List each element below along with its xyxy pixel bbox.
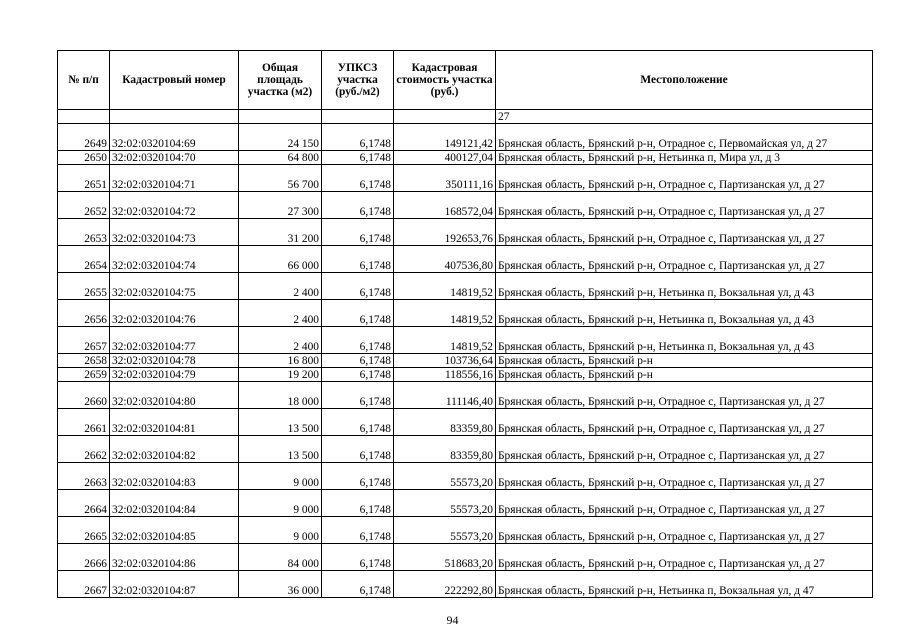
cell-upksz: 6,1748 bbox=[322, 219, 394, 246]
header-cost: Кадастровая стоимость участка (руб.) bbox=[394, 51, 496, 110]
cell-cadastral: 32:02:0320104:71 bbox=[110, 165, 239, 192]
cell-cost: 400127,04 bbox=[394, 151, 496, 165]
cell-num: 2658 bbox=[58, 354, 110, 368]
cell-num: 2666 bbox=[58, 544, 110, 571]
cell-area: 36 000 bbox=[239, 571, 322, 598]
cell-cadastral: 32:02:0320104:81 bbox=[110, 409, 239, 436]
table-row bbox=[58, 571, 873, 598]
cell-num: 2664 bbox=[58, 490, 110, 517]
cell-num: 2661 bbox=[58, 409, 110, 436]
cell-area: 66 000 bbox=[239, 246, 322, 273]
cell-cadastral: 32:02:0320104:83 bbox=[110, 463, 239, 490]
continuation-location: 27 bbox=[496, 110, 873, 124]
cell-area: 16 800 bbox=[239, 354, 322, 368]
cell-upksz: 6,1748 bbox=[322, 436, 394, 463]
cell-location: Брянская область, Брянский р-н, Отрадное с, Первомайская ул, д 27 bbox=[496, 124, 873, 151]
table-row bbox=[58, 354, 873, 368]
cell-area: 19 200 bbox=[239, 368, 322, 382]
cell-upksz: 6,1748 bbox=[322, 409, 394, 436]
cell-num: 2662 bbox=[58, 436, 110, 463]
cell-cost: 55573,20 bbox=[394, 463, 496, 490]
cell-num: 2656 bbox=[58, 300, 110, 327]
cell-area: 2 400 bbox=[239, 327, 322, 354]
cell-location: Брянская область, Брянский р-н, Нетьинка п, Вокзальная ул, д 43 bbox=[496, 300, 873, 327]
table-row bbox=[58, 517, 873, 544]
header-location: Местоположение bbox=[496, 51, 873, 110]
table-row bbox=[58, 246, 873, 273]
cell-area: 27 300 bbox=[239, 192, 322, 219]
cell-location: Брянская область, Брянский р-н, Отрадное с, Партизанская ул, д 27 bbox=[496, 436, 873, 463]
cadastral-table bbox=[57, 50, 873, 598]
cell-upksz: 6,1748 bbox=[322, 165, 394, 192]
cell-upksz: 6,1748 bbox=[322, 517, 394, 544]
cell-location: Брянская область, Брянский р-н, Отрадное с, Партизанская ул, д 27 bbox=[496, 192, 873, 219]
cell-upksz: 6,1748 bbox=[322, 382, 394, 409]
cell-area: 84 000 bbox=[239, 544, 322, 571]
table-row bbox=[58, 490, 873, 517]
table-row bbox=[58, 463, 873, 490]
cell-cost: 192653,76 bbox=[394, 219, 496, 246]
table-row bbox=[58, 300, 873, 327]
cell-upksz: 6,1748 bbox=[322, 368, 394, 382]
cell-cadastral: 32:02:0320104:78 bbox=[110, 354, 239, 368]
cell-area: 9 000 bbox=[239, 463, 322, 490]
cell-upksz: 6,1748 bbox=[322, 151, 394, 165]
cell-location: Брянская область, Брянский р-н, Отрадное с, Партизанская ул, д 27 bbox=[496, 490, 873, 517]
cell-area: 64 800 bbox=[239, 151, 322, 165]
cell-cadastral: 32:02:0320104:80 bbox=[110, 382, 239, 409]
cell-location: Брянская область, Брянский р-н, Нетьинка п, Вокзальная ул, д 43 bbox=[496, 327, 873, 354]
cell-upksz: 6,1748 bbox=[322, 124, 394, 151]
cell-cadastral: 32:02:0320104:76 bbox=[110, 300, 239, 327]
cell-area: 13 500 bbox=[239, 436, 322, 463]
cell-cost: 168572,04 bbox=[394, 192, 496, 219]
cell-location: Брянская область, Брянский р-н, Нетьинка п, Вокзальная ул, д 43 bbox=[496, 273, 873, 300]
cell-cost: 222292,80 bbox=[394, 571, 496, 598]
cell-cost: 518683,20 bbox=[394, 544, 496, 571]
cell-num: 2649 bbox=[58, 124, 110, 151]
table-row bbox=[58, 544, 873, 571]
cell-cadastral: 32:02:0320104:85 bbox=[110, 517, 239, 544]
cell-num: 2653 bbox=[58, 219, 110, 246]
cell-area: 31 200 bbox=[239, 219, 322, 246]
cell-cost: 111146,40 bbox=[394, 382, 496, 409]
cell-upksz: 6,1748 bbox=[322, 544, 394, 571]
table-header bbox=[58, 51, 873, 110]
cell-cost: 55573,20 bbox=[394, 517, 496, 544]
cell-num: 2667 bbox=[58, 571, 110, 598]
cell-area: 18 000 bbox=[239, 382, 322, 409]
cell-cadastral: 32:02:0320104:84 bbox=[110, 490, 239, 517]
cell-area: 9 000 bbox=[239, 490, 322, 517]
cell-location: Брянская область, Брянский р-н, Отрадное с, Партизанская ул, д 27 bbox=[496, 246, 873, 273]
cell-cadastral: 32:02:0320104:72 bbox=[110, 192, 239, 219]
cell-num: 2657 bbox=[58, 327, 110, 354]
cell-location: Брянская область, Брянский р-н, Отрадное с, Партизанская ул, д 27 bbox=[496, 544, 873, 571]
cell-cadastral: 32:02:0320104:87 bbox=[110, 571, 239, 598]
cell-location: Брянская область, Брянский р-н bbox=[496, 368, 873, 382]
cell-area: 9 000 bbox=[239, 517, 322, 544]
cell-cadastral: 32:02:0320104:70 bbox=[110, 151, 239, 165]
cell-area: 24 150 bbox=[239, 124, 322, 151]
cell-location: Брянская область, Брянский р-н, Нетьинка п, Вокзальная ул, д 47 bbox=[496, 571, 873, 598]
continuation-row bbox=[58, 110, 873, 124]
cell-cost: 14819,52 bbox=[394, 273, 496, 300]
table-row bbox=[58, 436, 873, 463]
cell-cost: 350111,16 bbox=[394, 165, 496, 192]
cell-cost: 103736,64 bbox=[394, 354, 496, 368]
cell-cost: 55573,20 bbox=[394, 490, 496, 517]
cell-num: 2659 bbox=[58, 368, 110, 382]
cell-area: 2 400 bbox=[239, 300, 322, 327]
header-upksz: УПКСЗ участка (руб./м2) bbox=[322, 51, 394, 110]
cell-num: 2650 bbox=[58, 151, 110, 165]
cell-cadastral: 32:02:0320104:77 bbox=[110, 327, 239, 354]
cell-num: 2651 bbox=[58, 165, 110, 192]
cell-cadastral: 32:02:0320104:73 bbox=[110, 219, 239, 246]
cell-area: 2 400 bbox=[239, 273, 322, 300]
cell-num: 2660 bbox=[58, 382, 110, 409]
header-area: Общая площадь участка (м2) bbox=[239, 51, 322, 110]
cell-cost: 14819,52 bbox=[394, 300, 496, 327]
cell-area: 13 500 bbox=[239, 409, 322, 436]
cell-location: Брянская область, Брянский р-н, Отрадное с, Партизанская ул, д 27 bbox=[496, 165, 873, 192]
cell-location: Брянская область, Брянский р-н, Отрадное с, Партизанская ул, д 27 bbox=[496, 219, 873, 246]
cell-location: Брянская область, Брянский р-н, Отрадное с, Партизанская ул, д 27 bbox=[496, 382, 873, 409]
cell-area: 56 700 bbox=[239, 165, 322, 192]
page-number: 94 bbox=[446, 613, 459, 627]
cell-num: 2655 bbox=[58, 273, 110, 300]
cell-cost: 118556,16 bbox=[394, 368, 496, 382]
cell-num: 2654 bbox=[58, 246, 110, 273]
cell-upksz: 6,1748 bbox=[322, 327, 394, 354]
cell-cost: 83359,80 bbox=[394, 409, 496, 436]
cell-location: Брянская область, Брянский р-н, Отрадное с, Партизанская ул, д 27 bbox=[496, 463, 873, 490]
cell-location: Брянская область, Брянский р-н bbox=[496, 354, 873, 368]
cell-cost: 14819,52 bbox=[394, 327, 496, 354]
table-row bbox=[58, 382, 873, 409]
cell-location: Брянская область, Брянский р-н, Отрадное с, Партизанская ул, д 27 bbox=[496, 517, 873, 544]
cell-upksz: 6,1748 bbox=[322, 571, 394, 598]
table-row bbox=[58, 219, 873, 246]
table-row bbox=[58, 151, 873, 165]
table-row bbox=[58, 165, 873, 192]
cell-cost: 149121,42 bbox=[394, 124, 496, 151]
cell-upksz: 6,1748 bbox=[322, 246, 394, 273]
cell-upksz: 6,1748 bbox=[322, 463, 394, 490]
cell-location: Брянская область, Брянский р-н, Нетьинка п, Мира ул, д 3 bbox=[496, 151, 873, 165]
cell-cadastral: 32:02:0320104:75 bbox=[110, 273, 239, 300]
cell-cost: 83359,80 bbox=[394, 436, 496, 463]
header-num: № п/п bbox=[58, 51, 110, 110]
table-row bbox=[58, 192, 873, 219]
header-cadastral: Кадастровый номер bbox=[110, 51, 239, 110]
table-row bbox=[58, 273, 873, 300]
cell-cadastral: 32:02:0320104:86 bbox=[110, 544, 239, 571]
cell-cadastral: 32:02:0320104:82 bbox=[110, 436, 239, 463]
cell-cadastral: 32:02:0320104:79 bbox=[110, 368, 239, 382]
cell-upksz: 6,1748 bbox=[322, 300, 394, 327]
table-body bbox=[58, 110, 873, 598]
table-row bbox=[58, 368, 873, 382]
cell-upksz: 6,1748 bbox=[322, 192, 394, 219]
cell-num: 2665 bbox=[58, 517, 110, 544]
table-row bbox=[58, 409, 873, 436]
cell-cost: 407536,80 bbox=[394, 246, 496, 273]
table-row bbox=[58, 124, 873, 151]
cell-cadastral: 32:02:0320104:69 bbox=[110, 124, 239, 151]
cell-upksz: 6,1748 bbox=[322, 354, 394, 368]
table-row bbox=[58, 327, 873, 354]
cell-location: Брянская область, Брянский р-н, Отрадное с, Партизанская ул, д 27 bbox=[496, 409, 873, 436]
cell-upksz: 6,1748 bbox=[322, 490, 394, 517]
cell-num: 2663 bbox=[58, 463, 110, 490]
cell-cadastral: 32:02:0320104:74 bbox=[110, 246, 239, 273]
cell-upksz: 6,1748 bbox=[322, 273, 394, 300]
cell-num: 2652 bbox=[58, 192, 110, 219]
